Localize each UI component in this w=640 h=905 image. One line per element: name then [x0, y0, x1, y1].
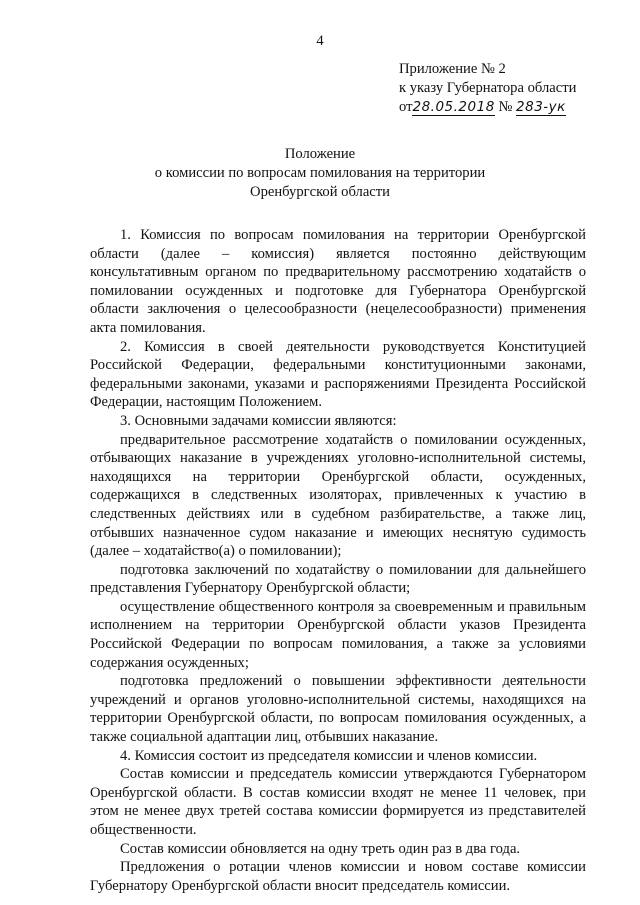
paragraph-rotation: Состав комиссии обновляется на одну треть один раз в два года. [120, 840, 521, 857]
paragraph-composition: Состав комиссии и председатель комиссии утверждаются Губернатором Оренбургской области. В состав комиссии входят не менее 11 человек, при этом не менее двух третей состава комиссии формируется из представителей общественности. [90, 766, 586, 838]
document-title [0, 145, 640, 202]
annex-date-line [399, 98, 576, 117]
paragraph-proposals: Предложения о ротации членов комиссии и новом составе комиссии Губернатору Оренбургской области вносит председатель комиссии. [90, 859, 586, 894]
number-prefix: № [498, 99, 513, 115]
paragraph-1: 1. Комиссия по вопросам помилования на территории Оренбургской области (далее – комиссия) является постоянно действующим консультативным органом по предварительному рассмотрению ходатайств о помиловании осужденных и подготовке для Губернатора Оренбургской области заключения о целесообразности (нецелесообразности) применения акта помилования. [90, 227, 586, 336]
annex-title: Приложение № 2 [399, 61, 506, 77]
paragraph-task-3: осуществление общественного контроля за своевременным и правильным исполнением на территории Оренбургской области указов Президента Российской Федерации по вопросам помилования, а также за условиями содержания осужденных; [90, 598, 586, 671]
paragraph-2: 2. Комиссия в своей деятельности руководствуется Конституцией Российской Федерации, федеральными конституционными законами, федеральными законами, указами и распоряжениями Президента Российской Федерации, настоящим Положением. [90, 338, 586, 411]
paragraph-task-1: предварительное рассмотрение ходатайств о помиловании осужденных, отбывающих наказание в учреждениях уголовно-исполнительной системы, находящихся на территории Оренбургской области, осужденных, содержащихся в следственных изоляторах, привлеченных к участию в следственных действиях или в судебном разбирательстве, а также лиц, отбывших назначенное судом наказание и имеющих неснятую судимость (далее – ходатайство(а) о помиловании); [90, 431, 586, 560]
handwritten-date: 28.05.2018 [412, 99, 495, 115]
title-line-2: о комиссии по вопросам помилования на территории [154, 165, 486, 181]
paragraph-task-4: подготовка предложений о повышении эффективности деятельности учреждений и органов уголовно-исполнительной системы, находящихся на территории Оренбургской области, по вопросам помилования осужденных, а также социальной адаптации лиц, отбывших наказание. [90, 673, 586, 746]
page-number: 4 [316, 33, 324, 49]
handwritten-number: 283-ук [516, 99, 566, 115]
title-line-3: Оренбургской области [250, 184, 390, 200]
date-prefix: от [399, 99, 413, 115]
annex-block [399, 60, 576, 117]
annex-reference: к указу Губернатора области [399, 80, 577, 96]
paragraph-3: 3. Основными задачами комиссии являются: [120, 412, 397, 429]
document-body [90, 226, 586, 895]
title-line-1: Положение [284, 146, 356, 162]
paragraph-4: 4. Комиссия состоит из председателя комиссии и членов комиссии. [120, 747, 538, 764]
paragraph-task-2: подготовка заключений по ходатайству о помиловании для дальнейшего представления Губернатору Оренбургской области; [90, 561, 586, 597]
